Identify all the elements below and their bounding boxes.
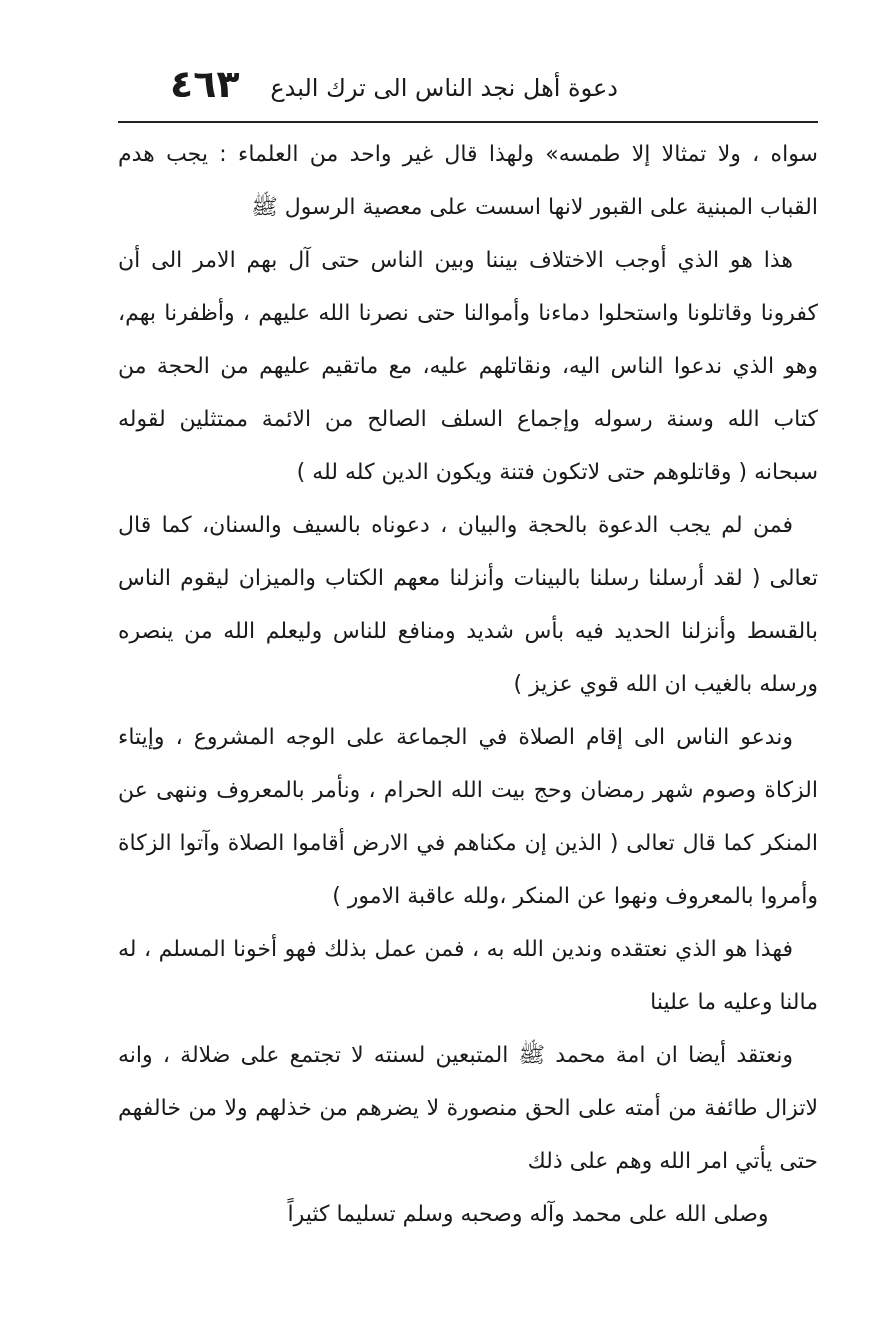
page-header (118, 62, 818, 112)
header-divider (118, 121, 818, 123)
paragraph-4: وندعو الناس الى إقام الصلاة في الجماعة على الوجه المشروع ، وإيتاء الزكاة وصوم شهر رمضان وحج بيت الله الحرام ، ونأمر بالمعروف وننهى عن المنكر كما قال تعالى ( الذين إن مكناهم في الارض أقاموا الصلاة وآتوا الزكاة وأمروا بالمعروف ونهوا عن المنكر ،ولله عاقبة الامور ) (118, 725, 818, 909)
paragraph-2: هذا هو الذي أوجب الاختلاف بيننا وبين الناس حتى آل بهم الامر الى أن كفرونا وقاتلونا واستحلوا دماءنا وأموالنا حتى نصرنا الله عليهم ، وأظفرنا بهم، وهو الذي ندعوا الناس اليه، ونقاتلهم عليه، مع ماتقيم عليهم من الحجة من كتاب الله وسنة رسوله وإجماع السلف الصالح من الائمة ممتثلين لقوله سبحانه ( وقاتلوهم حتى لاتكون فتنة ويكون الدين كله لله ) (118, 248, 818, 485)
paragraph-5: فهذا هو الذي نعتقده وندين الله به ، فمن عمل بذلك فهو أخونا المسلم ، له مالنا وعليه ما علينا (118, 937, 818, 1015)
paragraph-6: ونعتقد أيضا ان امة محمد ﷺ المتبعين لسنته لا تجتمع على ضلالة ، وانه لاتزال طائفة من أمته على الحق منصورة لا يضرهم من خذلهم ولا من خالفهم حتى يأتي امر الله وهم على ذلك (118, 1043, 818, 1174)
paragraph-3: فمن لم يجب الدعوة بالحجة والبيان ، دعوناه بالسيف والسنان، كما قال تعالى ( لقد أرسلنا رسلنا بالبينات وأنزلنا معهم الكتاب والميزان ليقوم الناس بالقسط وأنزلنا الحديد فيه بأس شديد ومنافع للناس وليعلم الله من ينصره ورسله بالغيب ان الله قوي عزيز ) (118, 513, 818, 697)
body-text (118, 128, 818, 1241)
page-number: ٤٦٣ (170, 62, 240, 106)
running-title: دعوة أهل نجد الناس الى ترك البدع (270, 74, 618, 102)
closing-salutation: وصلى الله على محمد وآله وصحبه وسلم تسليما كثيراً (287, 1202, 769, 1227)
paragraph-1: سواه ، ولا تمثالا إلا طمسه» ولهذا قال غير واحد من العلماء : يجب هدم القباب المبنية على القبور لانها اسست على معصية الرسول ﷺ (118, 142, 818, 220)
